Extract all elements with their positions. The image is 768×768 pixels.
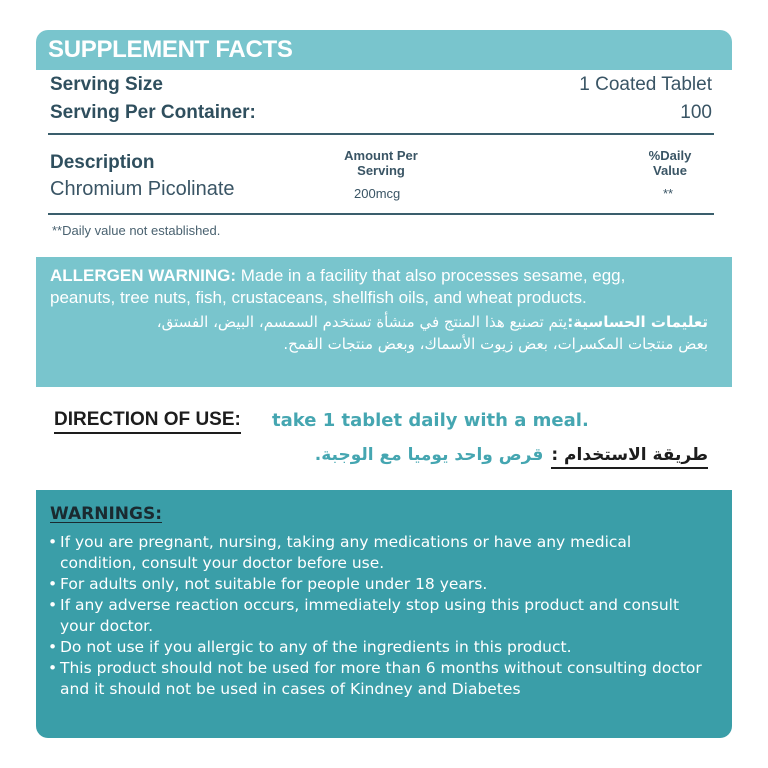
divider-bottom — [48, 213, 714, 215]
ingredient-amount: 200mcg — [354, 186, 401, 201]
direction-of-use-label-ar: طريقة الاستخدام : — [551, 445, 708, 469]
ingredient-daily-value: ** — [663, 186, 674, 201]
direction-of-use-label: DIRECTION OF USE: — [54, 409, 241, 434]
ingredient-name: Chromium Picolinate — [50, 178, 235, 200]
servings-per-container-label: Serving Per Container: — [50, 102, 256, 123]
direction-of-use-text: take 1 tablet daily with a meal. — [272, 410, 589, 431]
supplement-facts-title: SUPPLEMENT FACTS — [48, 36, 293, 63]
daily-value-footnote: **Daily value not established. — [52, 223, 221, 238]
description-header: Description — [50, 152, 155, 173]
supplement-label — [36, 30, 732, 738]
serving-size-label: Serving Size — [50, 74, 163, 95]
allergen-warning-text: Made in a facility that also processes sesame, egg, peanuts, tree nuts, fish, crustaceans, shellfish oils, and wheat products. — [50, 266, 626, 307]
warning-item: • For adults only, not suitable for people under 18 years. — [46, 574, 706, 595]
allergen-warning-en — [50, 265, 650, 309]
warnings-panel — [36, 490, 732, 738]
warning-item: • This product should not be used for more than 6 months without consulting doctor and it should not be used in cases of Kindney and Diabetes — [46, 658, 706, 700]
serving-size-value: 1 Coated Tablet — [579, 74, 712, 95]
direction-of-use-panel — [36, 387, 732, 490]
warnings-list — [46, 532, 706, 700]
direction-of-use-text-ar: قرص واحد يوميا مع الوجبة. — [314, 445, 544, 465]
allergen-warning-title: ALLERGEN WARNING: — [50, 266, 237, 285]
daily-value-header: %Daily Value — [648, 148, 692, 178]
servings-per-container-value: 100 — [680, 102, 712, 123]
allergen-warning-title-ar: تعليمات الحساسية: — [567, 313, 708, 331]
warnings-title: WARNINGS: — [50, 504, 163, 524]
direction-of-use-ar — [315, 445, 708, 465]
warning-item: • Do not use if you allergic to any of the ingredients in this product. — [46, 637, 706, 658]
divider-thick — [48, 133, 714, 135]
allergen-warning-ar — [148, 311, 708, 355]
supplement-facts-header — [36, 30, 732, 70]
warning-item: • If any adverse reaction occurs, immediately stop using this product and consult your doctor. — [46, 595, 706, 637]
warning-item: • If you are pregnant, nursing, taking any medications or have any medical condition, consult your doctor before use. — [46, 532, 706, 574]
supplement-facts-panel — [36, 70, 732, 280]
amount-per-serving-header: Amount Per Serving — [344, 148, 418, 178]
allergen-warning-panel — [36, 257, 732, 387]
allergen-warning-text-ar: يتم تصنيع هذا المنتج في منشأة تستخدم السمسم، البيض، الفستق، بعض منتجات المكسرات، بعض زيوت الأسماك، وبعض منتجات القمح. — [156, 313, 708, 353]
